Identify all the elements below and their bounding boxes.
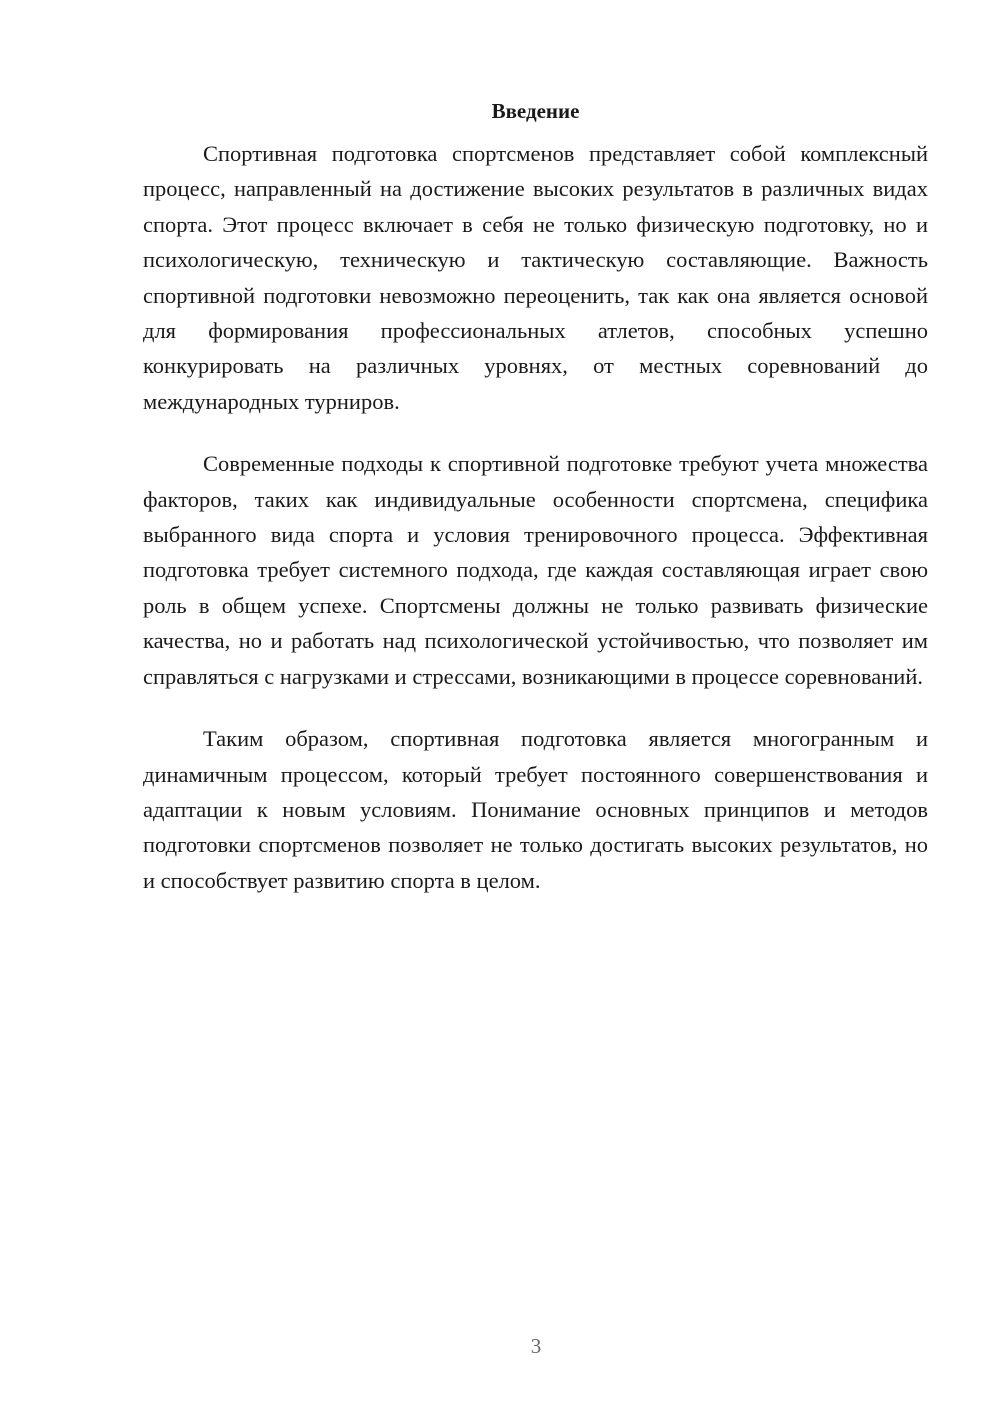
paragraph-1: Спортивная подготовка спортсменов представляет собой комплексный процесс, направленный на достижение высоких результатов в различных видах спорта. Этот процесс включает в себя не только физическую подготовку, но и психологическую, техническую и тактическую составляющие. Важность спортивной подготовки невозможно переоценить, так как она является основой для формирования профессиональных атлетов, способных успешно конкурировать на различных уровнях, от местных соревнований до международных турниров. — [143, 141, 928, 414]
section-title: Введение — [491, 99, 580, 123]
page-content — [143, 96, 928, 925]
paragraph-2: Современные подходы к спортивной подготовке требуют учета множества факторов, таких как индивидуальные особенности спортсмена, специфика выбранного вида спорта и условия тренировочного процесса. Эффективная подготовка требует системного подхода, где каждая составляющая играет свою роль в общем успехе. Спортсмены должны не только развивать физические качества, но и работать над психологической устойчивостью, что позволяет им справляться с нагрузками и стрессами, возникающими в процессе соревнований. — [143, 451, 928, 689]
page-number: 3 — [530, 1334, 542, 1358]
paragraph-3: Таким образом, спортивная подготовка является многогранным и динамичным процессом, который требует постоянного совершенствования и адаптации к новым условиям. Понимание основных принципов и методов подготовки спортсменов позволяет не только достигать высоких результатов, но и способствует развитию спорта в целом. — [143, 726, 928, 893]
